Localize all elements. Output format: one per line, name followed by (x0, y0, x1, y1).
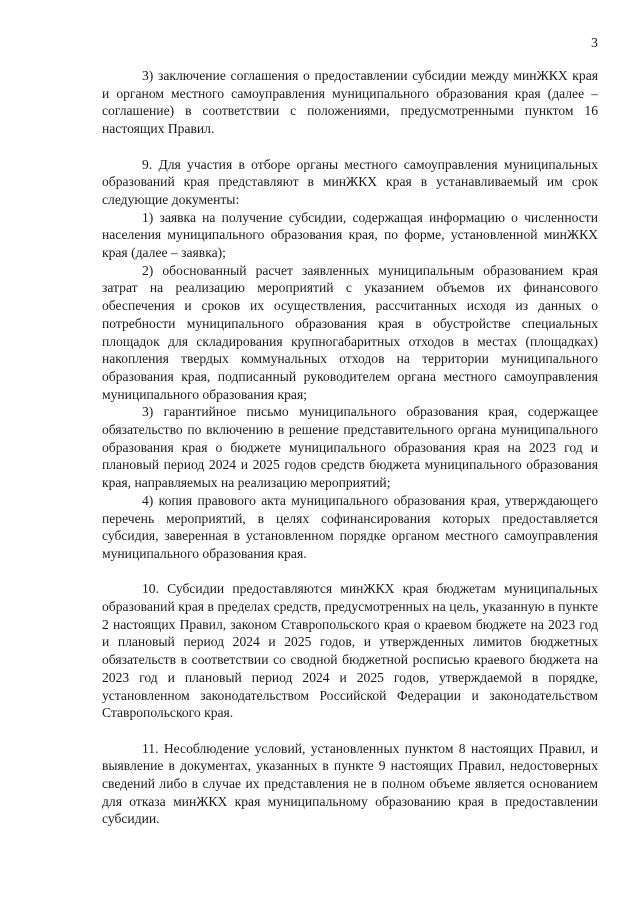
paragraph-9: 9. Для участия в отборе органы местного самоуправления муниципальных образований края представляют в минЖКХ края в устанавливаемый им срок следующие документы: (102, 156, 598, 207)
paragraph-8-3: 3) заключение соглашения о предоставлении субсидии между минЖКХ края и органом местного самоуправления муниципального образования края (далее – соглашение) в соответствии с положениями, предусмотренными пунктом 16 настоящих Правил. (102, 68, 598, 137)
paragraph-10: 10. Субсидии предоставляются минЖКХ края бюджетам муниципальных образований края в пределах средств, предусмотренных на цель, указанную в пункте 2 настоящих Правил, законом Ставропольского края о краевом бюджете на 2023 год и плановый период 2024 и 2025 годов, и утвержденных лимитов бюджетных обязательств в соответствии со сводной бюджетной росписью краевого бюджета на 2023 год и плановый период 2024 и 2025 годов, утверждаемой в порядке, установленном законодательством Российской Федерации и законодательством Ставропольского края. (102, 581, 598, 721)
paragraph-9-3: 3) гарантийное письмо муниципального образования края, содержащее обязательство по включению в решение представительного органа муниципального образования края о бюджете муниципального образования края на 2023 год и плановый период 2024 и 2025 годов средств бюджета муниципального образования края, направляемых на реализацию мероприятий; (102, 404, 598, 491)
paragraph-9-4: 4) копия правового акта муниципального образования края, утверждающего перечень мероприятий, в целях софинансирования которых предоставляется субсидия, заверенная в установленном порядке органом местного самоуправления муниципального образования края. (102, 492, 598, 561)
page-number: 3 (591, 36, 598, 51)
paragraph-11: 11. Несоблюдение условий, установленных пунктом 8 настоящих Правил, и выявление в документах, указанных в пункте 9 настоящих Правил, недостоверных сведений либо в случае их представления не в полном объеме является основанием для отказа минЖКХ края муниципальному образованию края в предоставлении субсидии. (102, 740, 598, 827)
paragraph-9-2: 2) обоснованный расчет заявленных муниципальным образованием края затрат на реализацию мероприятий с указанием объемов их финансового обеспечения и сроков их осуществления, рассчитанных исходя из данных о потребности муниципального образования края в обустройстве специальных площадок для складирования крупногабаритных отходов в местах (площадках) накопления твердых коммунальных отходов на территории муниципального образования края, подписанный руководителем органа местного самоуправления муниципального образования края; (102, 262, 598, 402)
document-body (102, 67, 598, 828)
paragraph-9-1: 1) заявка на получение субсидии, содержащая информацию о численности населения муниципального образования края, по форме, установленной минЖКХ края (далее – заявка); (102, 209, 598, 261)
